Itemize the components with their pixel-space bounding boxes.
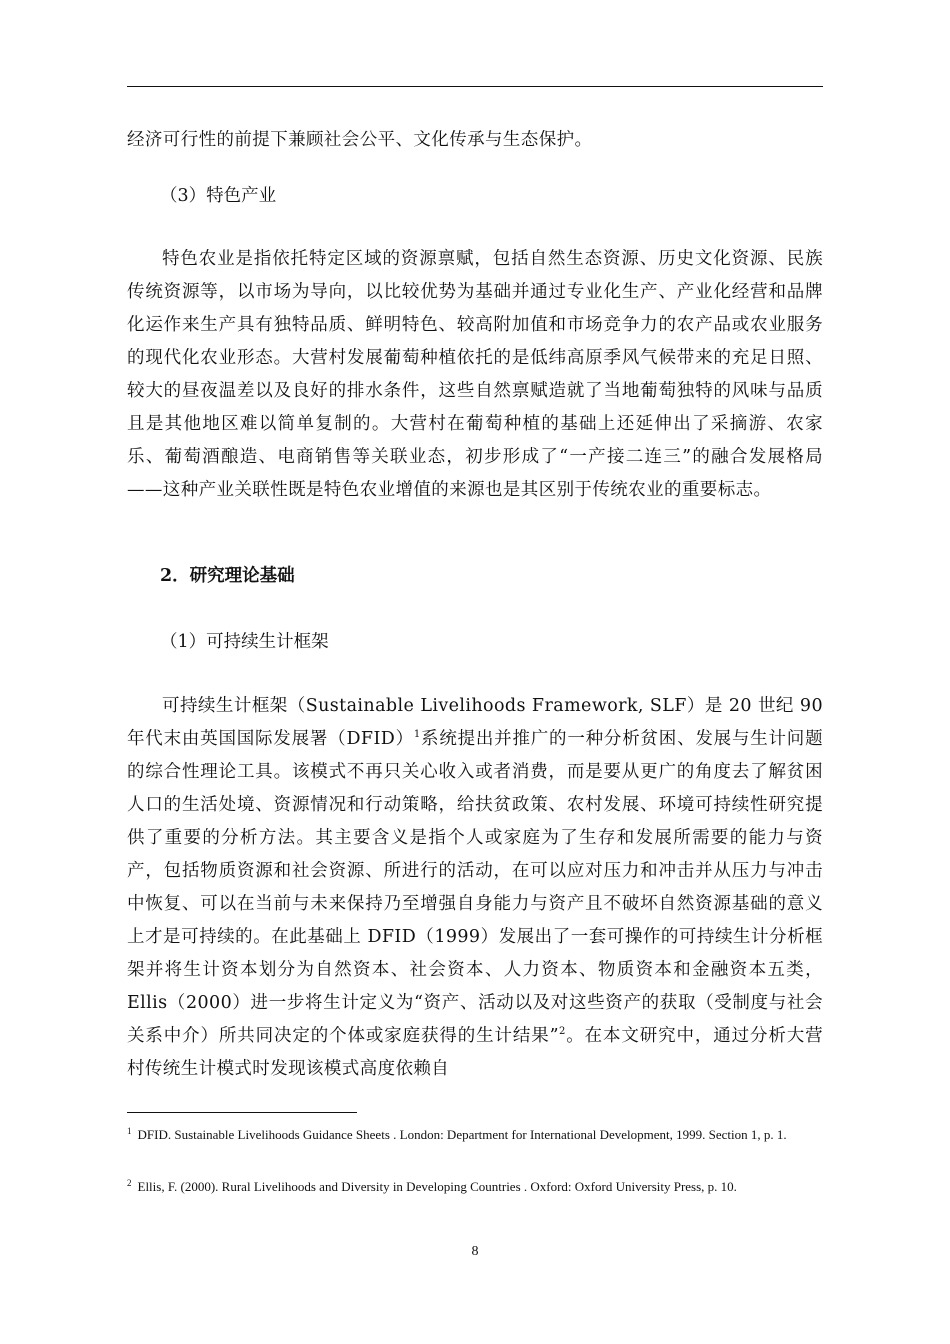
footnote-ref-1[interactable]: 1 [413, 729, 421, 741]
footnote-text: Ellis, F. (2000). Rural Livelihoods and Diversity in Developing Countries . Oxford: Oxford University Press, p. 10. [137, 1179, 737, 1194]
header-rule [127, 86, 823, 87]
footnote-2 [127, 1176, 823, 1198]
page-number: 8 [471, 1244, 479, 1259]
footnote-mark: 1 [127, 1125, 132, 1136]
section-heading-2: 2．研究理论基础 [160, 566, 295, 586]
paragraph-slf [127, 690, 823, 1086]
section-heading-3: （3）特色产业 [160, 186, 277, 206]
paragraph-slf-part3: 。在本文研究中，通过分析大营村传统生计模式时发现该模式高度依赖自 [127, 1026, 824, 1079]
subsection-heading-1: （1）可持续生计框架 [160, 632, 329, 652]
paragraph-slf-part1: 可持续生计框架（Sustainable Livelihoods Framework, SLF）是 20 世纪 90 年代末由英国国际发展署（DFID） [127, 696, 823, 749]
paragraph-slf-part2: 系统提出并推广的一种分析贫困、发展与生计问题的综合性理论工具。该模式不再只关心收入或者消费，而是要从更广的角度去了解贫困人口的生活处境、资源情况和行动策略，给扶贫政策、农村发展、环境可持续性研究提供了重要的分析方法。其主要含义是指个人或家庭为了生存和发展所需要的能力与资产，包括物质资源和社会资源、所进行的活动，在可以应对压力和冲击并从压力与冲击中恢复、可以在当前与未来保持乃至增强自身能力与资产且不破坏自然资源基础的意义上才是可持续的。在此基础上 DFID（1999）发展出了一套可操作的可持续生计分析框架并将生计资本划分为自然资本、社会资本、人力资本、物质资本和金融资本五类，Ellis（2000）进一步将生计定义为“资产、活动以及对这些资产的获取（受制度与社会关系中介）所共同决定的个体或家庭获得的生计结果” [127, 729, 823, 1046]
footnote-text: DFID. Sustainable Livelihoods Guidance Sheets . London: Department for International Development, 1999. Section 1, p. 1. [137, 1127, 787, 1142]
paragraph-special-industry: 特色农业是指依托特定区域的资源禀赋，包括自然生态资源、历史文化资源、民族传统资源等，以市场为导向，以比较优势为基础并通过专业化生产、产业化经营和品牌化运作来生产具有独特品质、鲜明特色、较高附加值和市场竞争力的农产品或农业服务的现代化农业形态。大营村发展葡萄种植依托的是低纬高原季风气候带来的充足日照、较大的昼夜温差以及良好的排水条件，这些自然禀赋造就了当地葡萄独特的风味与品质且是其他地区难以简单复制的。大营村在葡萄种植的基础上还延伸出了采摘游、农家乐、葡萄酒酿造、电商销售等关联业态，初步形成了“一产接二连三”的融合发展格局——这种产业关联性既是特色农业增值的来源也是其区别于传统农业的重要标志。 [127, 249, 823, 500]
footnote-ref-2[interactable]: 2 [558, 1026, 566, 1038]
footnote-mark: 2 [127, 1177, 132, 1188]
continuation-text: 经济可行性的前提下兼顾社会公平、文化传承与生态保护。 [127, 130, 593, 150]
footnote-separator [127, 1112, 357, 1113]
footnote-1 [127, 1124, 823, 1146]
